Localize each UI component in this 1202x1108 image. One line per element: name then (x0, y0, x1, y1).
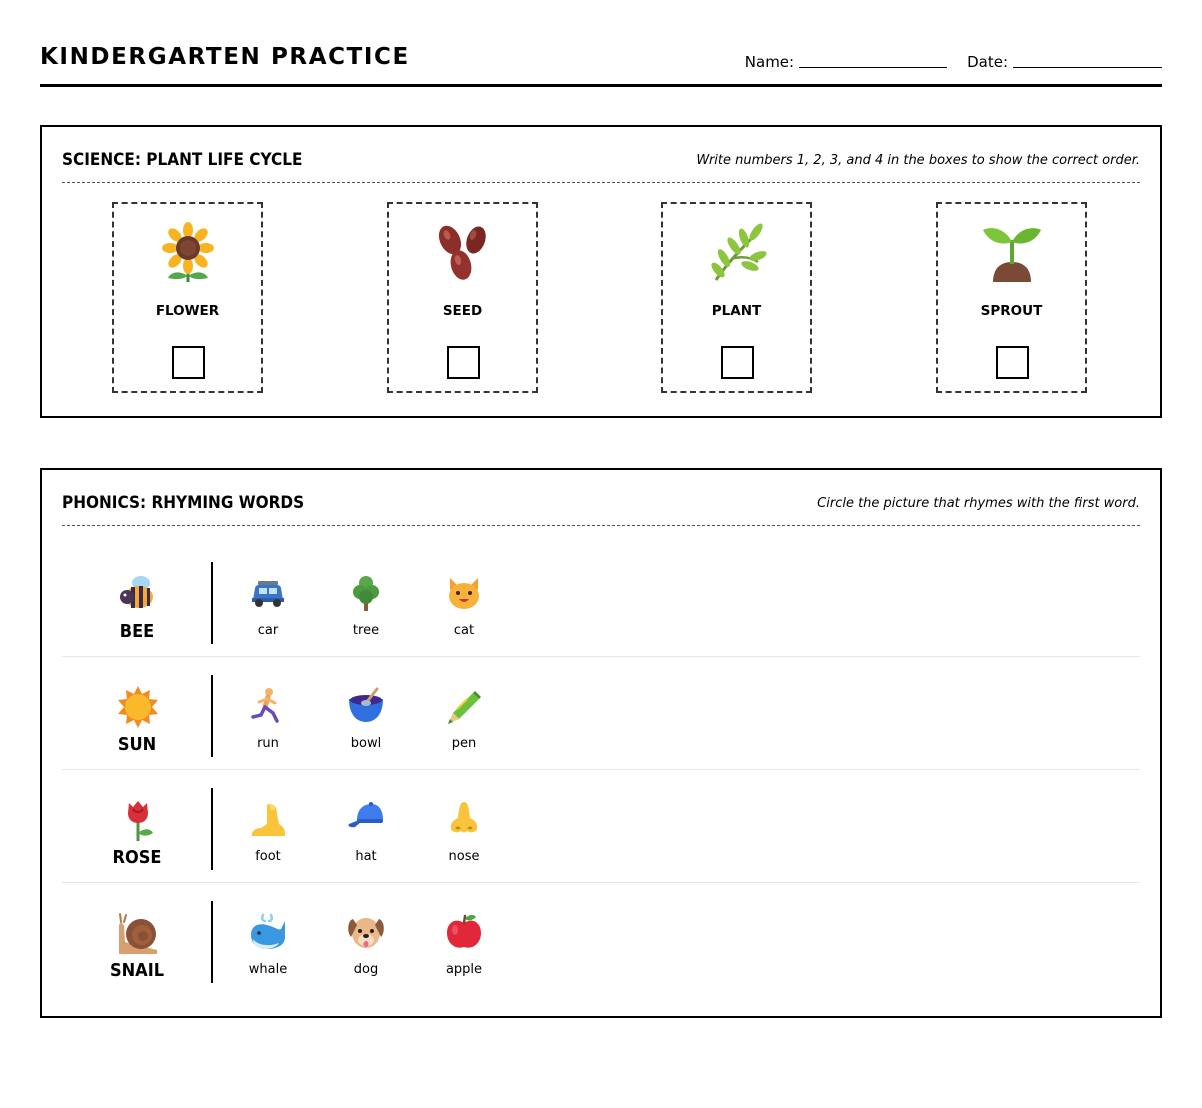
seedling-icon (979, 220, 1045, 286)
card-seed (387, 202, 538, 393)
option-pen[interactable] (424, 657, 504, 770)
option-word: dog (353, 962, 379, 977)
option-car[interactable] (228, 544, 308, 657)
option-cat[interactable] (424, 544, 504, 657)
card-label: SPROUT (980, 303, 1043, 319)
dog-face-icon (347, 913, 385, 951)
row-divider (211, 675, 213, 757)
bowl-icon (347, 687, 385, 725)
target-word (102, 883, 172, 996)
option-word: whale (248, 962, 288, 977)
target-word (102, 544, 172, 657)
cap-icon (347, 800, 385, 838)
option-word: run (257, 736, 279, 751)
rhyme-row-sun (62, 657, 1140, 770)
rhyme-row-bee (62, 544, 1140, 657)
crayon-icon (445, 687, 483, 725)
apple-icon (445, 913, 483, 951)
option-bowl[interactable] (326, 657, 406, 770)
target-word (102, 770, 172, 883)
header-fields (745, 53, 1162, 71)
card-label: PLANT (711, 303, 762, 319)
option-word: foot (255, 849, 281, 864)
card-plant (661, 202, 812, 393)
option-dog[interactable] (326, 883, 406, 996)
card-flower (112, 202, 263, 393)
option-foot[interactable] (228, 770, 308, 883)
row-divider (211, 562, 213, 644)
option-word: hat (355, 849, 377, 864)
target-word-label: BEE (119, 621, 155, 642)
date-label: Date: (967, 53, 1008, 71)
target-word-label: SUN (117, 734, 157, 755)
option-word: pen (451, 736, 477, 751)
science-section-header (62, 149, 1140, 183)
rhyme-row-snail (62, 883, 1140, 996)
name-label: Name: (744, 53, 795, 71)
sunflower-icon (155, 220, 221, 286)
foot-icon (249, 800, 287, 838)
science-title: SCIENCE: PLANT LIFE CYCLE (62, 150, 303, 170)
order-answer-box[interactable] (447, 346, 480, 379)
card-sprout (936, 202, 1087, 393)
row-divider (211, 788, 213, 870)
snail-icon (117, 912, 159, 954)
date-blank-line[interactable] (1013, 67, 1162, 68)
phonics-instruction: Circle the picture that rhymes with the first word. (817, 496, 1140, 511)
target-word-label: SNAIL (109, 960, 165, 981)
phonics-section (40, 468, 1162, 1018)
name-field[interactable] (745, 53, 947, 71)
leafy-plant-icon (704, 220, 770, 286)
date-field[interactable] (967, 53, 1162, 71)
option-apple[interactable] (424, 883, 504, 996)
name-blank-line[interactable] (799, 67, 947, 68)
page-title: KINDERGARTEN PRACTICE (40, 44, 410, 70)
option-run[interactable] (228, 657, 308, 770)
option-word: car (257, 623, 279, 638)
cat-face-icon (445, 574, 483, 612)
option-nose[interactable] (424, 770, 504, 883)
option-word: cat (453, 623, 475, 638)
card-label: SEED (442, 303, 483, 319)
order-answer-box[interactable] (721, 346, 754, 379)
science-section (40, 125, 1162, 418)
option-tree[interactable] (326, 544, 406, 657)
tree-icon (347, 574, 385, 612)
option-word: apple (445, 962, 483, 977)
nose-icon (445, 800, 483, 838)
bee-icon (117, 573, 159, 615)
beans-icon (430, 220, 496, 286)
phonics-section-header (62, 492, 1140, 526)
target-word-label: ROSE (112, 847, 162, 868)
phonics-title: PHONICS: RHYMING WORDS (62, 493, 305, 513)
option-word: bowl (350, 736, 382, 751)
option-word: tree (352, 623, 380, 638)
target-word (102, 657, 172, 770)
option-whale[interactable] (228, 883, 308, 996)
option-hat[interactable] (326, 770, 406, 883)
row-divider (211, 901, 213, 983)
science-instruction: Write numbers 1, 2, 3, and 4 in the boxes to show the correct order. (696, 153, 1140, 168)
rhyme-row-rose (62, 770, 1140, 883)
car-icon (249, 574, 287, 612)
card-label: FLOWER (155, 303, 220, 319)
order-answer-box[interactable] (172, 346, 205, 379)
worksheet-header (40, 40, 1162, 87)
sun-icon (117, 686, 159, 728)
runner-icon (249, 687, 287, 725)
option-word: nose (448, 849, 480, 864)
rose-icon (117, 799, 159, 841)
order-answer-box[interactable] (996, 346, 1029, 379)
whale-icon (249, 913, 287, 951)
